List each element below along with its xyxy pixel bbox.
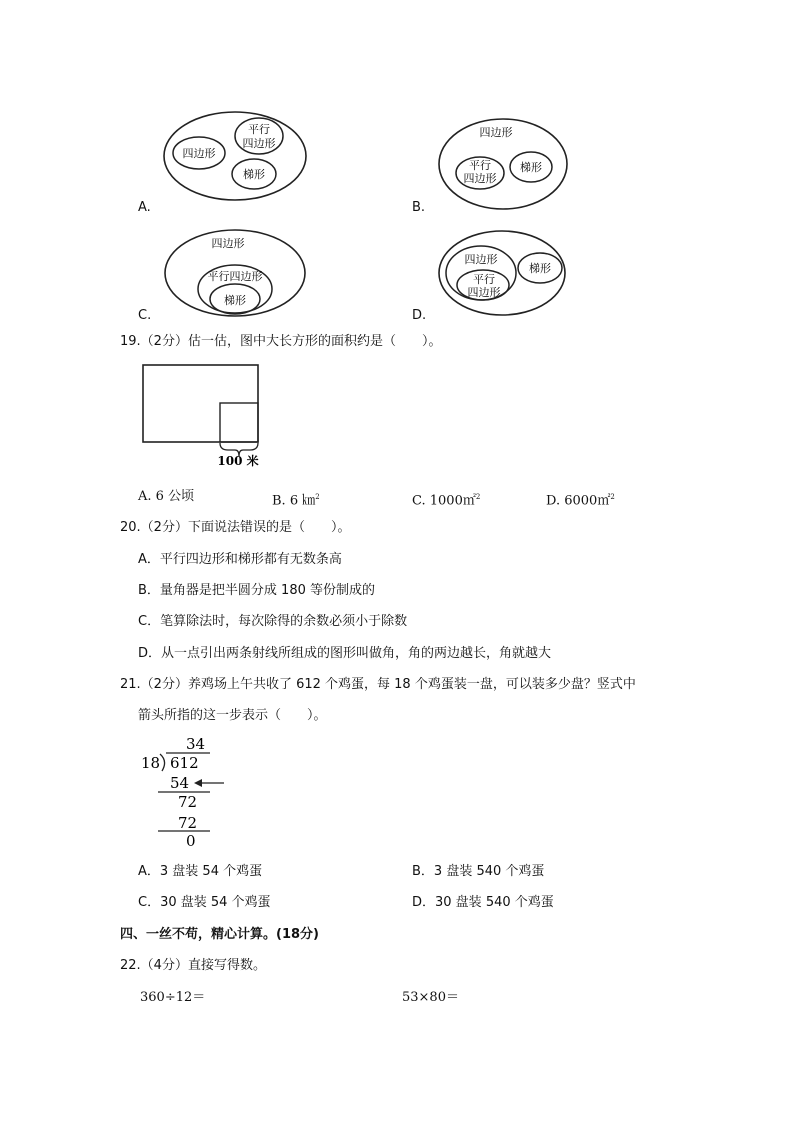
- label: 梯形: [243, 168, 265, 181]
- label: 平行: [473, 273, 495, 286]
- q21-long-division: [138, 734, 238, 850]
- q18-option-b-diagram: [436, 118, 576, 214]
- label: 四边形: [479, 126, 513, 139]
- q20-option-b[interactable]: B．量角器是把半圆分成 180 等份制成的: [138, 583, 375, 598]
- label: 四边形: [242, 137, 276, 150]
- label: 梯形: [520, 161, 542, 174]
- step2: 72: [178, 814, 198, 832]
- q20-stem: 20.（2分）下面说法错误的是（ ）。: [120, 520, 351, 535]
- q18-option-a-diagram: [160, 108, 310, 204]
- label: 平行: [248, 123, 270, 136]
- small-square: [220, 403, 258, 442]
- label: 四边形: [211, 237, 245, 250]
- final-remainder: 0: [186, 832, 196, 850]
- arrowhead: [194, 779, 202, 787]
- quotient: 34: [186, 735, 206, 753]
- dimension-label: 100 米: [217, 454, 259, 468]
- label: 四边形: [182, 147, 216, 160]
- section-4-title: 四、一丝不苟，精心计算。(18分): [120, 927, 319, 942]
- q21-option-a[interactable]: A．3 盘装 54 个鸡蛋: [138, 864, 263, 879]
- q18-option-d-diagram: [436, 228, 570, 320]
- superscript: 2: [610, 493, 615, 501]
- q19-option-c[interactable]: [412, 488, 480, 510]
- q21-option-c[interactable]: C．30 盘装 54 个鸡蛋: [138, 895, 271, 910]
- q22-item-2: 53×80＝: [402, 990, 459, 1005]
- q21-option-b[interactable]: B．3 盘装 540 个鸡蛋: [412, 864, 545, 879]
- label: 平行: [469, 159, 491, 172]
- q18-option-a-letter[interactable]: A.: [138, 200, 151, 215]
- option-letter: C.: [412, 493, 426, 509]
- option-letter: D.: [546, 493, 561, 509]
- q19-stem: 19.（2分）估一估，图中大长方形的面积约是（ ）。: [120, 334, 442, 349]
- divisor: 18: [141, 754, 161, 772]
- q18-option-c-letter[interactable]: C.: [138, 308, 152, 323]
- q20-option-d[interactable]: D．从一点引出两条射线所组成的图形叫做角，角的两边越长，角就越大: [138, 646, 552, 661]
- option-text: 1000㎡: [429, 493, 476, 509]
- q19-option-a[interactable]: [138, 488, 194, 506]
- division-bracket: [160, 754, 165, 771]
- q20-option-a[interactable]: A．平行四边形和梯形都有无数条高: [138, 552, 342, 567]
- q19-option-d[interactable]: [546, 488, 615, 510]
- label: 四边形: [467, 286, 501, 299]
- q19-option-b[interactable]: [272, 488, 320, 510]
- option-letter: B.: [272, 493, 286, 509]
- q21-stem-line2: 箭头所指的这一步表示（ ）。: [138, 708, 327, 723]
- label: 梯形: [529, 262, 551, 275]
- step1: 54: [170, 774, 190, 792]
- q18-option-b-letter[interactable]: B.: [412, 200, 426, 215]
- q18-option-d-letter[interactable]: D.: [412, 308, 427, 323]
- q20-option-c[interactable]: C．笔算除法时，每次除得的余数必须小于除数: [138, 614, 408, 629]
- option-text: 6000㎡: [564, 493, 611, 509]
- q18-option-c-diagram: [162, 226, 310, 318]
- option-text: 6 公顷: [155, 489, 195, 504]
- label: 四边形: [464, 253, 498, 266]
- q21-option-d[interactable]: D．30 盘装 540 个鸡蛋: [412, 895, 554, 910]
- remainder1: 72: [178, 793, 198, 811]
- q22-item-1: 360÷12＝: [140, 990, 206, 1005]
- superscript: 2: [315, 493, 320, 501]
- option-letter: A.: [138, 489, 152, 504]
- label: 四边形: [463, 172, 497, 185]
- label: 平行四边形: [207, 270, 263, 283]
- q22-stem: 22.（4分）直接写得数。: [120, 958, 266, 973]
- dividend: 612: [170, 754, 199, 772]
- option-text: 6 ㎞: [289, 493, 316, 509]
- q19-rectangle-figure: [140, 362, 266, 468]
- label: 梯形: [224, 294, 246, 307]
- superscript: 2: [475, 493, 481, 501]
- q21-stem-line1: 21.（2分）养鸡场上午共收了 612 个鸡蛋，每 18 个鸡蛋装一盘，可以装多少盘？竖式中: [120, 677, 636, 692]
